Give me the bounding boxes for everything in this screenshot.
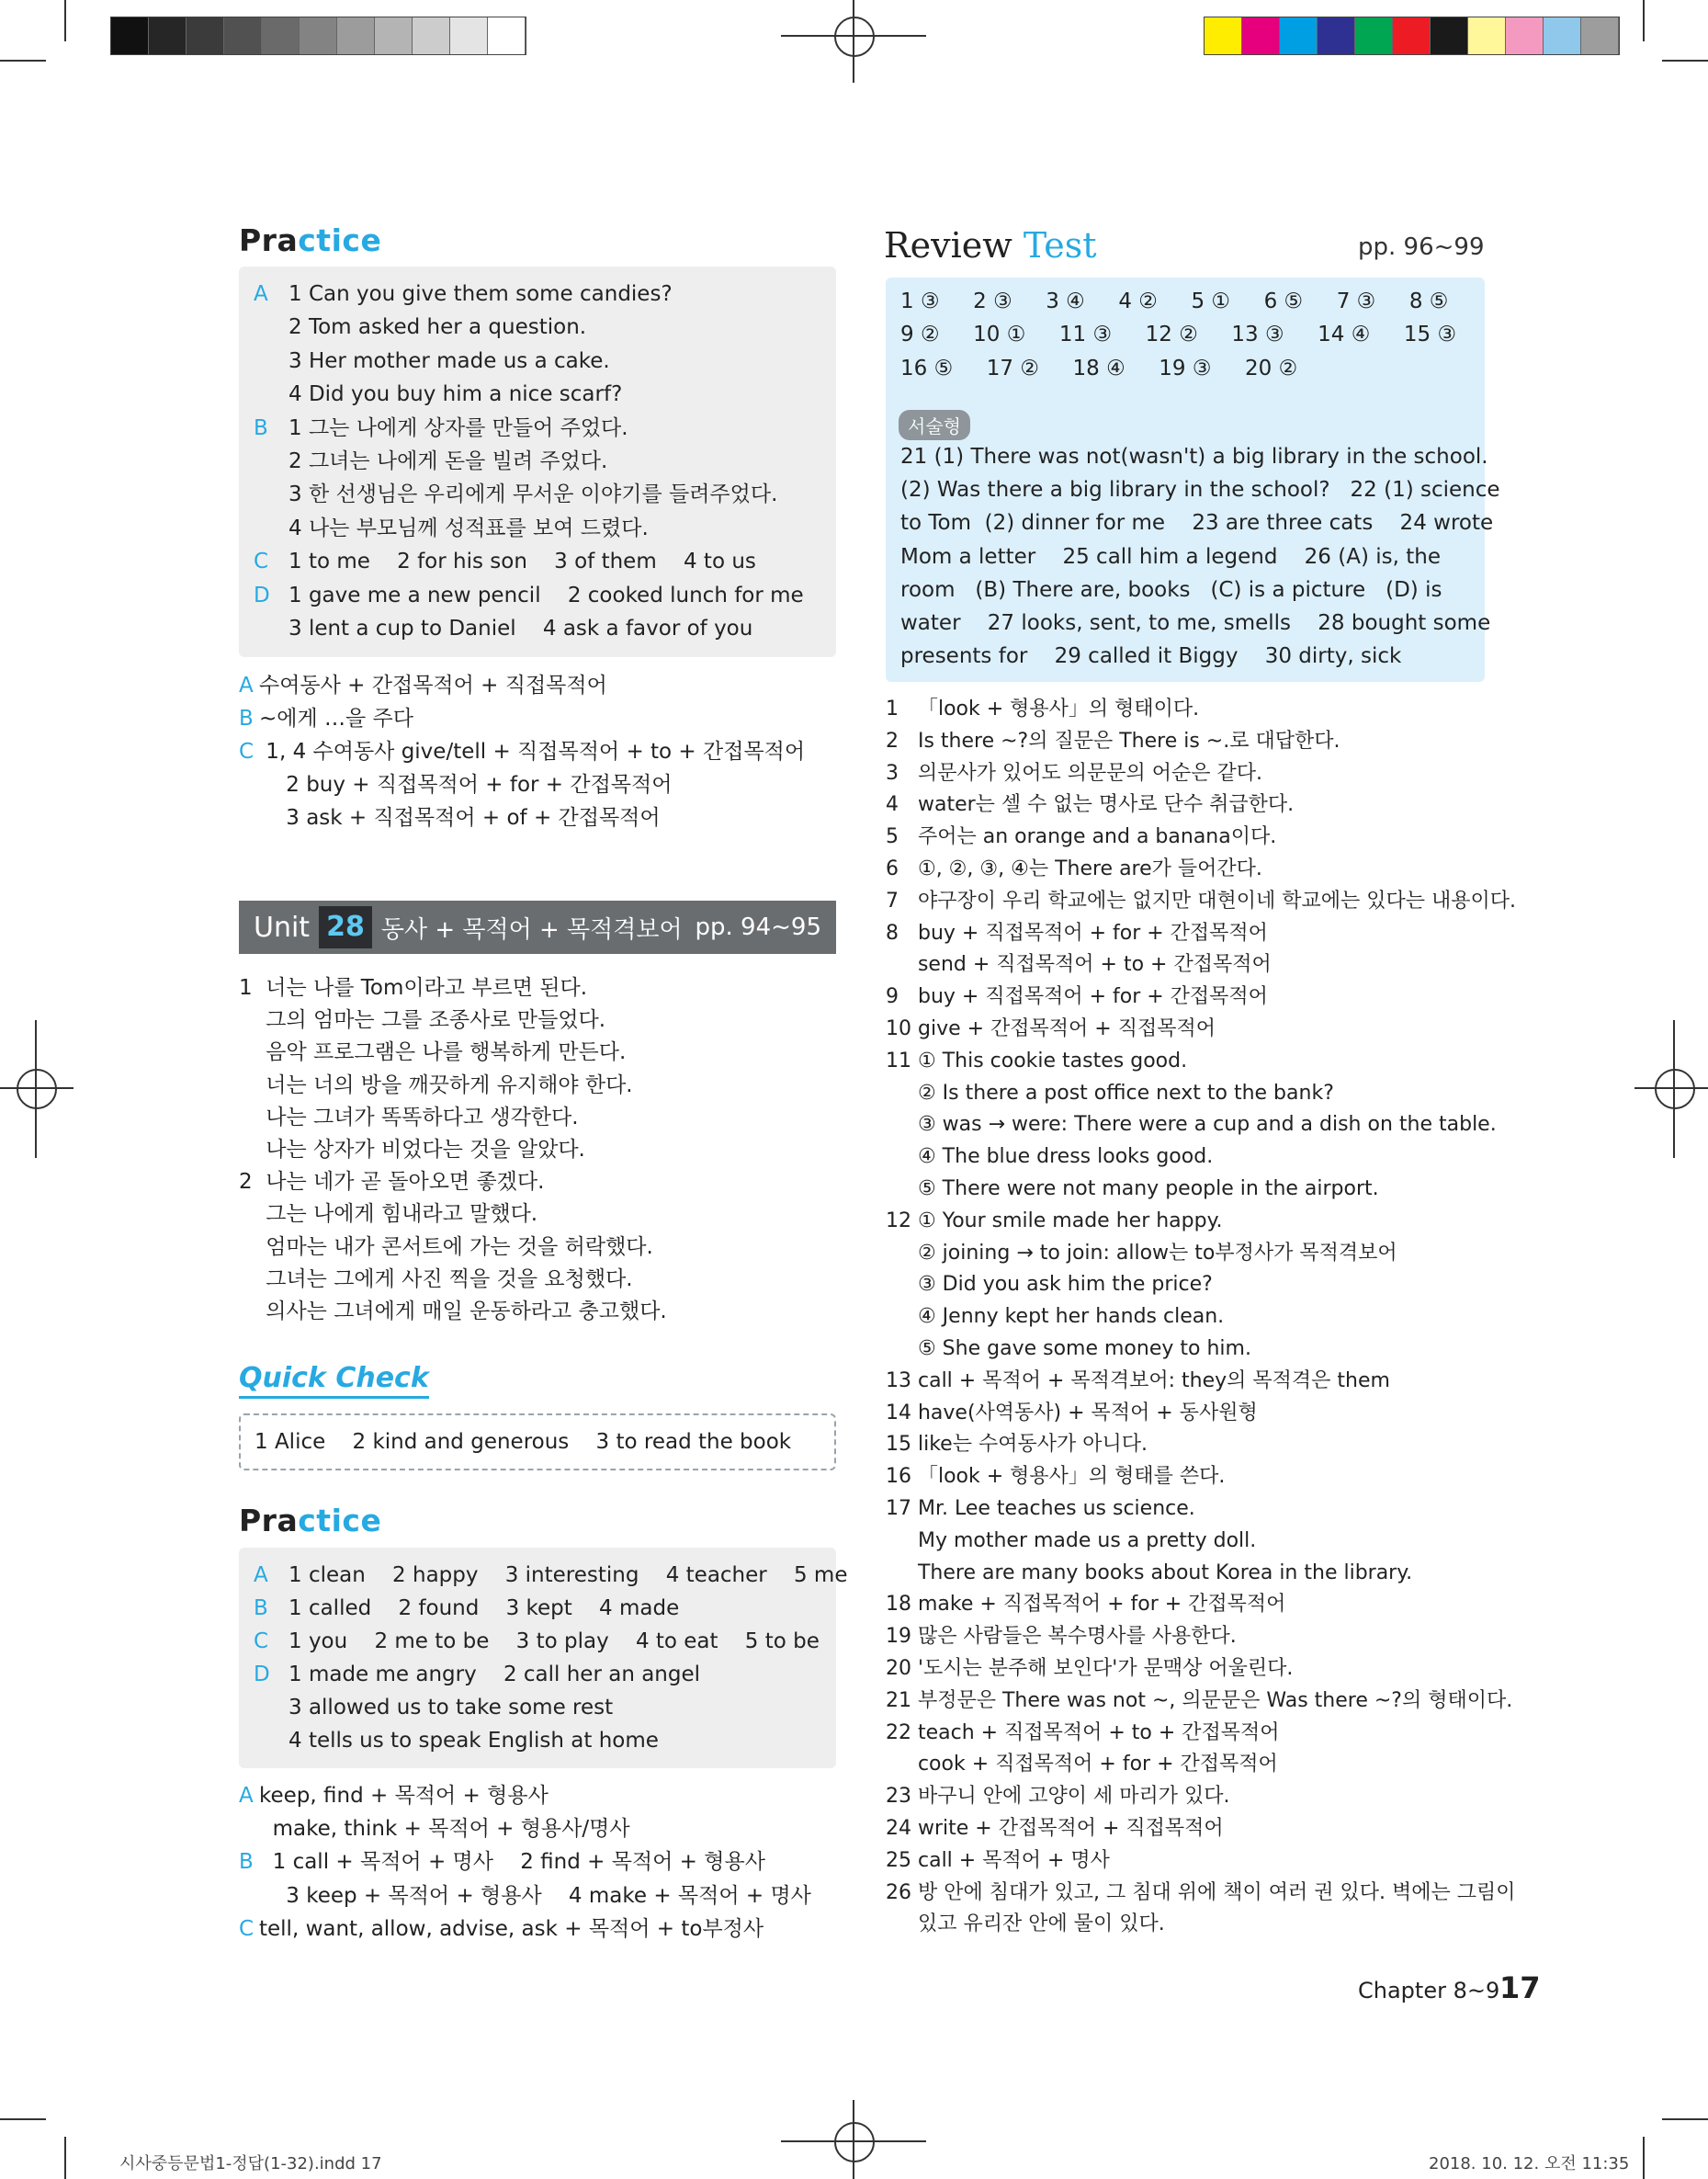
practice2-note-line: keep, find + 목적어 + 형용사 (259, 1784, 549, 1808)
review-explanation-line: 26 방 안에 침대가 있고, 그 침대 위에 책이 여러 권 있다. 벽에는 그림이 (886, 1880, 1516, 1904)
review-explanation-line: 3 의문사가 있어도 의문문의 어순은 같다. (886, 761, 1262, 785)
practice-answer-line: 1 gave me a new pencil 2 cooked lunch for me (288, 583, 804, 607)
review-pages: pp. 96~99 (1358, 233, 1485, 261)
swatch (300, 17, 337, 54)
unit-answer-line: 엄마는 내가 콘서트에 가는 것을 허락했다. (239, 1234, 653, 1259)
practice2-answer-line: 1 you 2 me to be 3 to play 4 to eat 5 to be (288, 1629, 820, 1653)
review-explanation-line: ② joining → to join: allow는 to부정사가 목적격보어 (886, 1241, 1397, 1265)
practice-answer-line: 1 그는 나에게 상자를 만들어 주었다. (288, 415, 628, 440)
practice2-note-line: 3 keep + 목적어 + 형용사 4 make + 목적어 + 명사 (259, 1883, 811, 1908)
swatch (262, 17, 300, 54)
practice-answer-line: 4 나는 부모님께 성적표를 보여 드렸다. (288, 516, 649, 540)
swatch (337, 17, 375, 54)
practice2-note-letter: B (239, 1850, 254, 1875)
swatch (488, 17, 526, 54)
unit-pages: pp. 94~95 (695, 914, 821, 941)
practice-answer-line: 3 한 선생님은 우리에게 무서운 이야기를 들려주었다. (288, 482, 778, 507)
review-explanation-line: 13 call + 목적어 + 목적격보어: they의 목적격은 them (886, 1368, 1390, 1392)
swatch (111, 17, 149, 54)
practice2-note-letter: A (239, 1784, 254, 1808)
review-essay-line: 21 (1) There was not(wasn't) a big library in the school. (900, 445, 1488, 469)
review-explanation-line: 9 buy + 직접목적어 + for + 간접목적어 (886, 985, 1268, 1009)
practice2-answer-line: 1 clean 2 happy 3 interesting 4 teacher 5 me (288, 1563, 848, 1587)
unit-answer-line: 2 나는 네가 곧 돌아오면 좋겠다. (239, 1170, 545, 1195)
practice-answer-line: 2 그녀는 나에게 돈을 빌려 주었다. (288, 449, 608, 473)
review-explanation-line: 22 teach + 직접목적어 + to + 간접목적어 (886, 1720, 1280, 1744)
review-explanation-line: send + 직접목적어 + to + 간접목적어 (886, 953, 1272, 977)
color-swatch-bar (1204, 17, 1620, 55)
review-explanation-line: 5 주어는 an orange and a banana이다. (886, 825, 1277, 849)
unit-header (239, 901, 836, 954)
practice-note-line: 수여동사 + 간접목적어 + 직접목적어 (259, 674, 607, 698)
review-explanation-line: ③ was → were: There were a cup and a dish on the table. (886, 1113, 1497, 1137)
review-explanation-line: ⑤ She gave some money to him. (886, 1337, 1251, 1360)
review-essay-line: water 27 looks, sent, to me, smells 28 bought some (900, 611, 1491, 635)
practice2-note-letter: C (239, 1916, 255, 1941)
review-answer-row: 9 ② 10 ① 11 ③ 12 ② 13 ③ 14 ④ 15 ③ (900, 323, 1457, 347)
practice-answer-line: 3 Her mother made us a cake. (288, 348, 610, 373)
unit-label: Unit (254, 911, 311, 944)
review-explanation-line: 25 call + 목적어 + 명사 (886, 1848, 1110, 1872)
review-essay-line: presents for 29 called it Biggy 30 dirty, sick (900, 644, 1402, 669)
grayscale-swatch-bar (110, 17, 526, 55)
practice2-answer-line: 4 tells us to speak English at home (288, 1729, 659, 1753)
practice2-answer-letter: C (254, 1629, 269, 1653)
swatch (149, 17, 187, 54)
review-explanation-line: 24 write + 간접목적어 + 직접목적어 (886, 1817, 1224, 1840)
swatch (187, 17, 224, 54)
review-explanation-line: 1 「look + 형용사」의 형태이다. (886, 698, 1200, 721)
unit-answer-line: 그녀는 그에게 사진 찍을 것을 요청했다. (239, 1266, 633, 1291)
review-explanation-line: ② Is there a post office next to the bank? (886, 1081, 1334, 1105)
review-explanation-line: 7 야구장이 우리 학교에는 없지만 대현이네 학교에는 있다는 내용이다. (886, 889, 1516, 913)
practice2-note-line: 1 call + 목적어 + 명사 2 find + 목적어 + 형용사 (259, 1850, 765, 1875)
practice-answer-line: 3 lent a cup to Daniel 4 ask a favor of you (288, 617, 753, 641)
review-answer-row: 16 ⑤ 17 ② 18 ④ 19 ③ 20 ② (900, 356, 1298, 380)
practice-answer-line: 1 Can you give them some candies? (288, 282, 673, 306)
practice-note-letter: C (239, 740, 255, 764)
review-explanation-line: 20 '도시는 분주해 보인다'가 문맥상 어울린다. (886, 1657, 1294, 1680)
review-explanation-line: 4 water는 셀 수 없는 명사로 단수 취급한다. (886, 793, 1295, 817)
swatch (1242, 17, 1280, 54)
review-explanation-line: 있고 유리잔 안에 물이 있다. (886, 1912, 1165, 1936)
unit-answer-line: 너는 너의 방을 깨끗하게 유지해야 한다. (239, 1072, 633, 1097)
review-explanation-line: 2 Is there ~?의 질문은 There is ~.로 대답한다. (886, 729, 1340, 753)
quick-check-answer: 1 Alice 2 kind and generous 3 to read the book (255, 1430, 792, 1454)
swatch (1280, 17, 1318, 54)
practice-answer-line: 4 Did you buy him a nice scarf? (288, 382, 623, 407)
review-explanation-line: ⑤ There were not many people in the airport. (886, 1177, 1379, 1200)
review-explanation-line: 14 have(사역동사) + 목적어 + 동사원형 (886, 1401, 1258, 1424)
swatch (224, 17, 262, 54)
swatch (1355, 17, 1393, 54)
swatch (1544, 17, 1581, 54)
unit-answer-line: 의사는 그녀에게 매일 운동하라고 충고했다. (239, 1299, 667, 1323)
swatch (1506, 17, 1544, 54)
swatch (1318, 17, 1355, 54)
practice2-answer-letter: B (254, 1596, 268, 1620)
chapter-label: Chapter 8~9 (1358, 1978, 1500, 2003)
review-essay-line: (2) Was there a big library in the school? 22 (1) science (900, 478, 1500, 503)
review-explanation-line: 15 like는 수여동사가 아니다. (886, 1433, 1148, 1457)
practice2-answer-line: 1 made me angry 2 call her an angel (288, 1663, 701, 1686)
unit-number: 28 (319, 906, 372, 948)
practice-note-line: ~에게 …을 주다 (259, 707, 413, 731)
review-explanation-line: 19 많은 사람들은 복수명사를 사용한다. (886, 1625, 1237, 1649)
practice2-note-line: tell, want, allow, advise, ask + 목적어 + to부정사 (259, 1916, 764, 1941)
unit-answer-line: 그는 나에게 힘내라고 말했다. (239, 1202, 538, 1227)
review-explanation-line: My mother made us a pretty doll. (886, 1528, 1257, 1552)
practice-note-line: 2 buy + 직접목적어 + for + 간접목적어 (259, 773, 673, 797)
practice-note-letter: B (239, 707, 254, 731)
practice-note-line: 3 ask + 직접목적어 + of + 간접목적어 (259, 806, 661, 830)
quick-check-title: Quick Check (239, 1362, 429, 1399)
review-explanation-line: ④ Jenny kept her hands clean. (886, 1305, 1225, 1329)
practice-answer-line: 2 Tom asked her a question. (288, 315, 587, 340)
unit-answer-line: 나는 상자가 비었다는 것을 알았다. (239, 1138, 585, 1162)
practice-title-2: Practice (239, 1503, 382, 1538)
practice-answer-letter: D (254, 583, 270, 607)
review-explanation-line: There are many books about Korea in the library. (886, 1560, 1413, 1584)
review-explanation-line: 12 ① Your smile made her happy. (886, 1209, 1223, 1232)
swatch (1393, 17, 1431, 54)
practice2-answer-line: 1 called 2 found 3 kept 4 made (288, 1596, 680, 1620)
unit-answer-line: 음악 프로그램은 나를 행복하게 만든다. (239, 1040, 627, 1065)
review-answer-row: 1 ③ 2 ③ 3 ④ 4 ② 5 ① 6 ⑤ 7 ③ 8 ⑤ (900, 289, 1449, 313)
unit-title: 동사 + 목적어 + 목적격보어 (380, 915, 683, 944)
review-explanation-line: 21 부정문은 There was not ~, 의문문은 Was there ~?의 형태이다. (886, 1688, 1513, 1712)
footer-date: 2018. 10. 12. 오전 11:35 (1429, 2154, 1630, 2173)
practice-title: Practice (239, 222, 382, 258)
unit-answer-line: 나는 그녀가 똑똑하다고 생각한다. (239, 1105, 579, 1129)
unit-answer-line: 1 너는 나를 Tom이라고 부르면 된다. (239, 976, 588, 1000)
page-number: 17 (1499, 1970, 1541, 2005)
review-essay-line: Mom a letter 25 call him a legend 26 (A) is, the (900, 544, 1441, 569)
practice-note-line: 1, 4 수여동사 give/tell + 직접목적어 + to + 간접목적어 (259, 740, 806, 764)
practice-answer-letter: B (254, 415, 268, 440)
review-explanation-line: 11 ① This cookie tastes good. (886, 1049, 1188, 1072)
practice2-note-line: make, think + 목적어 + 형용사/명사 (259, 1817, 630, 1842)
review-explanation-line: 23 바구니 안에 고양이 세 마리가 있다. (886, 1785, 1230, 1809)
swatch (1581, 17, 1619, 54)
practice-note-letter: A (239, 674, 254, 698)
review-explanation-line: 18 make + 직접목적어 + for + 간접목적어 (886, 1593, 1286, 1617)
practice-answer-letter: C (254, 550, 269, 574)
review-essay-line: to Tom (2) dinner for me 23 are three cats 24 wrote (900, 511, 1494, 536)
review-explanation-line: 6 ①, ②, ③, ④는 There are가 들어간다. (886, 857, 1262, 880)
footer-file: 시사중등문법1-정답(1-32).indd 17 (119, 2154, 382, 2173)
swatch (1431, 17, 1468, 54)
review-explanation-line: 8 buy + 직접목적어 + for + 간접목적어 (886, 921, 1268, 945)
practice2-answer-letter: A (254, 1563, 268, 1587)
practice2-answer-letter: D (254, 1663, 270, 1686)
review-essay-line: room (B) There are, books (C) is a picture (D) is (900, 577, 1442, 602)
swatch (375, 17, 413, 54)
review-explanation-line: ③ Did you ask him the price? (886, 1273, 1213, 1297)
swatch (1468, 17, 1506, 54)
review-explanation-line: 10 give + 간접목적어 + 직접목적어 (886, 1017, 1216, 1040)
review-explanation-line: 16 「look + 형용사」의 형태를 쓴다. (886, 1465, 1226, 1489)
review-explanation-line: ④ The blue dress looks good. (886, 1145, 1214, 1169)
swatch (1205, 17, 1242, 54)
review-test-title: Review Test (884, 225, 1097, 266)
review-explanation-line: 17 Mr. Lee teaches us science. (886, 1497, 1195, 1520)
swatch (413, 17, 450, 54)
review-explanation-line: cook + 직접목적어 + for + 간접목적어 (886, 1753, 1278, 1776)
practice-answer-letter: A (254, 282, 268, 306)
practice2-answer-line: 3 allowed us to take some rest (288, 1696, 614, 1719)
practice-answer-line: 1 to me 2 for his son 3 of them 4 to us (288, 550, 756, 574)
essay-badge: 서술형 (899, 410, 970, 440)
swatch (450, 17, 488, 54)
unit-answer-line: 그의 엄마는 그를 조종사로 만들었다. (239, 1008, 606, 1033)
